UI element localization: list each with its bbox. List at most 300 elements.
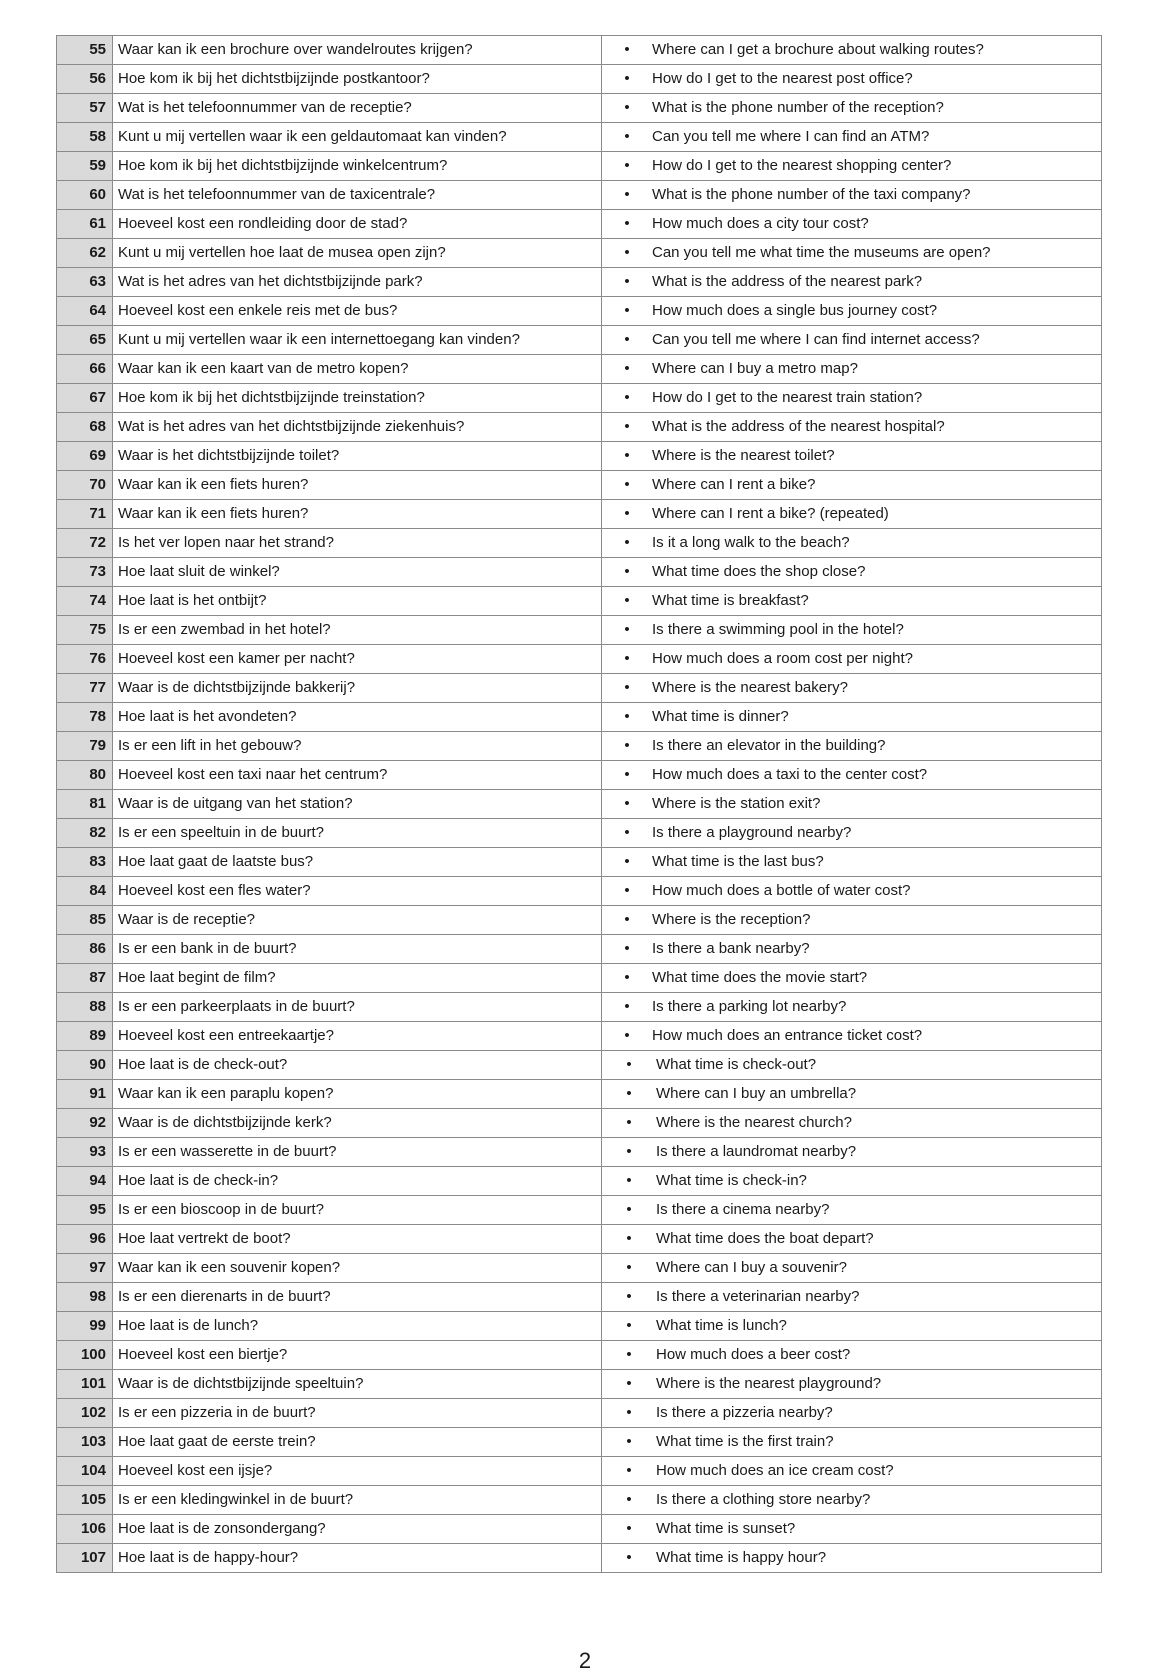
english-translation-cell: [602, 1080, 1102, 1109]
english-translation-cell: [602, 819, 1102, 848]
english-translation-cell: [602, 413, 1102, 442]
table-row: [57, 94, 1102, 123]
row-number: 87: [57, 964, 113, 993]
table-row: [57, 442, 1102, 471]
dutch-phrase: Is er een parkeerplaats in de buurt?: [113, 993, 602, 1022]
english-phrase: Is there a veterinarian nearby?: [656, 1288, 860, 1305]
bullet-icon: •: [624, 418, 630, 435]
english-translation-cell: [602, 1399, 1102, 1428]
table-row: [57, 413, 1102, 442]
dutch-phrase: Hoe laat begint de film?: [113, 964, 602, 993]
bullet-icon: •: [624, 911, 630, 928]
row-number: 96: [57, 1225, 113, 1254]
english-phrase: Is it a long walk to the beach?: [652, 534, 850, 551]
table-row: [57, 326, 1102, 355]
bullet-icon: •: [624, 998, 630, 1015]
row-number: 74: [57, 587, 113, 616]
english-phrase: What is the address of the nearest hospital?: [652, 418, 945, 435]
bullet-icon: •: [626, 1404, 632, 1421]
english-phrase: What time is the first train?: [656, 1433, 834, 1450]
english-phrase: Is there a swimming pool in the hotel?: [652, 621, 904, 638]
dutch-phrase: Is er een wasserette in de buurt?: [113, 1138, 602, 1167]
dutch-phrase: Waar is de uitgang van het station?: [113, 790, 602, 819]
english-translation-cell: [602, 1428, 1102, 1457]
dutch-phrase: Hoeveel kost een ijsje?: [113, 1457, 602, 1486]
english-translation-cell: [602, 1544, 1102, 1573]
english-phrase: Where is the nearest church?: [656, 1114, 852, 1131]
row-number: 95: [57, 1196, 113, 1225]
bullet-icon: •: [626, 1491, 632, 1508]
english-phrase: Where can I rent a bike? (repeated): [652, 505, 889, 522]
english-translation-cell: [602, 36, 1102, 65]
english-translation-cell: [602, 993, 1102, 1022]
english-phrase: What time is the last bus?: [652, 853, 824, 870]
row-number: 82: [57, 819, 113, 848]
english-translation-cell: [602, 674, 1102, 703]
english-translation-cell: [602, 935, 1102, 964]
row-number: 103: [57, 1428, 113, 1457]
bullet-icon: •: [624, 882, 630, 899]
dutch-phrase: Is er een pizzeria in de buurt?: [113, 1399, 602, 1428]
bullet-icon: •: [624, 99, 630, 116]
bullet-icon: •: [626, 1172, 632, 1189]
bullet-icon: •: [624, 650, 630, 667]
row-number: 77: [57, 674, 113, 703]
english-translation-cell: [602, 558, 1102, 587]
english-translation-cell: [602, 703, 1102, 732]
dutch-phrase: Is er een bank in de buurt?: [113, 935, 602, 964]
english-translation-cell: [602, 500, 1102, 529]
bullet-icon: •: [624, 824, 630, 841]
row-number: 66: [57, 355, 113, 384]
dutch-phrase: Hoeveel kost een kamer per nacht?: [113, 645, 602, 674]
bullet-icon: •: [626, 1549, 632, 1566]
row-number: 55: [57, 36, 113, 65]
table-row: [57, 1225, 1102, 1254]
row-number: 104: [57, 1457, 113, 1486]
table-row: [57, 1167, 1102, 1196]
dutch-phrase: Is het ver lopen naar het strand?: [113, 529, 602, 558]
bullet-icon: •: [624, 737, 630, 754]
english-phrase: Is there a parking lot nearby?: [652, 998, 847, 1015]
bullet-icon: •: [624, 157, 630, 174]
table-row: [57, 964, 1102, 993]
bullet-icon: •: [624, 679, 630, 696]
table-row: [57, 123, 1102, 152]
english-translation-cell: [602, 355, 1102, 384]
bullet-icon: •: [626, 1346, 632, 1363]
english-phrase: Can you tell me what time the museums are open?: [652, 244, 991, 261]
bullet-icon: •: [624, 447, 630, 464]
row-number: 78: [57, 703, 113, 732]
row-number: 57: [57, 94, 113, 123]
bullet-icon: •: [624, 1027, 630, 1044]
row-number: 63: [57, 268, 113, 297]
english-translation-cell: [602, 848, 1102, 877]
dutch-phrase: Waar kan ik een souvenir kopen?: [113, 1254, 602, 1283]
bullet-icon: •: [624, 360, 630, 377]
table-row: [57, 1515, 1102, 1544]
row-number: 72: [57, 529, 113, 558]
dutch-phrase: Hoe kom ik bij het dichtstbijzijnde winkelcentrum?: [113, 152, 602, 181]
english-translation-cell: [602, 1138, 1102, 1167]
dutch-phrase: Is er een speeltuin in de buurt?: [113, 819, 602, 848]
dutch-phrase: Is er een kledingwinkel in de buurt?: [113, 1486, 602, 1515]
english-translation-cell: [602, 297, 1102, 326]
bullet-icon: •: [624, 273, 630, 290]
english-phrase: What is the phone number of the reception?: [652, 99, 944, 116]
row-number: 99: [57, 1312, 113, 1341]
row-number: 85: [57, 906, 113, 935]
dutch-phrase: Hoe laat gaat de eerste trein?: [113, 1428, 602, 1457]
row-number: 58: [57, 123, 113, 152]
english-translation-cell: [602, 616, 1102, 645]
dutch-phrase: Is er een dierenarts in de buurt?: [113, 1283, 602, 1312]
table-row: [57, 1283, 1102, 1312]
bullet-icon: •: [624, 302, 630, 319]
english-phrase: Can you tell me where I can find an ATM?: [652, 128, 930, 145]
english-translation-cell: [602, 529, 1102, 558]
row-number: 93: [57, 1138, 113, 1167]
table-row: [57, 355, 1102, 384]
english-translation-cell: [602, 1312, 1102, 1341]
dutch-phrase: Waar is de receptie?: [113, 906, 602, 935]
table-row: [57, 993, 1102, 1022]
row-number: 98: [57, 1283, 113, 1312]
bullet-icon: •: [624, 563, 630, 580]
bullet-icon: •: [624, 331, 630, 348]
bullet-icon: •: [626, 1230, 632, 1247]
row-number: 69: [57, 442, 113, 471]
bullet-icon: •: [624, 215, 630, 232]
english-translation-cell: [602, 1022, 1102, 1051]
table-row: [57, 761, 1102, 790]
dutch-phrase: Hoe laat vertrekt de boot?: [113, 1225, 602, 1254]
bullet-icon: •: [624, 853, 630, 870]
english-translation-cell: [602, 761, 1102, 790]
table-row: [57, 210, 1102, 239]
english-phrase: Is there an elevator in the building?: [652, 737, 886, 754]
row-number: 105: [57, 1486, 113, 1515]
table-row: [57, 674, 1102, 703]
english-translation-cell: [602, 210, 1102, 239]
english-translation-cell: [602, 326, 1102, 355]
english-phrase: What time is check-in?: [656, 1172, 807, 1189]
row-number: 89: [57, 1022, 113, 1051]
table-row: [57, 877, 1102, 906]
english-translation-cell: [602, 732, 1102, 761]
row-number: 106: [57, 1515, 113, 1544]
table-row: [57, 1544, 1102, 1573]
bullet-icon: •: [624, 505, 630, 522]
phrase-rows: [57, 36, 1102, 1573]
english-phrase: How much does a city tour cost?: [652, 215, 869, 232]
english-phrase: What is the phone number of the taxi company?: [652, 186, 971, 203]
row-number: 76: [57, 645, 113, 674]
row-number: 60: [57, 181, 113, 210]
dutch-phrase: Waar is de dichtstbijzijnde kerk?: [113, 1109, 602, 1138]
english-phrase: Where can I buy a souvenir?: [656, 1259, 847, 1276]
bullet-icon: •: [624, 621, 630, 638]
english-phrase: Where is the reception?: [652, 911, 811, 928]
english-phrase: What time does the boat depart?: [656, 1230, 874, 1247]
row-number: 92: [57, 1109, 113, 1138]
dutch-phrase: Hoeveel kost een biertje?: [113, 1341, 602, 1370]
dutch-phrase: Waar kan ik een kaart van de metro kopen?: [113, 355, 602, 384]
english-phrase: How much does a bottle of water cost?: [652, 882, 911, 899]
row-number: 107: [57, 1544, 113, 1573]
table-row: [57, 36, 1102, 65]
table-row: [57, 239, 1102, 268]
table-row: [57, 790, 1102, 819]
english-translation-cell: [602, 1515, 1102, 1544]
dutch-phrase: Hoe laat is de lunch?: [113, 1312, 602, 1341]
bullet-icon: •: [624, 795, 630, 812]
table-row: [57, 297, 1102, 326]
dutch-phrase: Waar is de dichtstbijzijnde speeltuin?: [113, 1370, 602, 1399]
english-translation-cell: [602, 645, 1102, 674]
row-number: 88: [57, 993, 113, 1022]
bullet-icon: •: [626, 1114, 632, 1131]
row-number: 100: [57, 1341, 113, 1370]
english-translation-cell: [602, 1196, 1102, 1225]
table-row: [57, 587, 1102, 616]
row-number: 102: [57, 1399, 113, 1428]
table-row: [57, 1370, 1102, 1399]
english-phrase: Where is the nearest playground?: [656, 1375, 882, 1392]
bullet-icon: •: [626, 1085, 632, 1102]
english-phrase: Can you tell me where I can find internet access?: [652, 331, 980, 348]
bullet-icon: •: [626, 1462, 632, 1479]
dutch-phrase: Is er een zwembad in het hotel?: [113, 616, 602, 645]
bullet-icon: •: [624, 708, 630, 725]
row-number: 67: [57, 384, 113, 413]
table-row: [57, 1051, 1102, 1080]
english-translation-cell: [602, 384, 1102, 413]
english-phrase: How do I get to the nearest shopping center?: [652, 157, 952, 174]
row-number: 97: [57, 1254, 113, 1283]
row-number: 61: [57, 210, 113, 239]
table-row: [57, 268, 1102, 297]
row-number: 56: [57, 65, 113, 94]
bullet-icon: •: [624, 186, 630, 203]
phrase-table: [56, 35, 1102, 1573]
row-number: 65: [57, 326, 113, 355]
english-phrase: Where can I buy an umbrella?: [656, 1085, 857, 1102]
table-row: [57, 529, 1102, 558]
english-translation-cell: [602, 65, 1102, 94]
english-phrase: How much does an entrance ticket cost?: [652, 1027, 923, 1044]
english-translation-cell: [602, 1486, 1102, 1515]
bullet-icon: •: [626, 1259, 632, 1276]
english-translation-cell: [602, 1341, 1102, 1370]
bullet-icon: •: [626, 1288, 632, 1305]
dutch-phrase: Wat is het telefoonnummer van de taxicentrale?: [113, 181, 602, 210]
english-phrase: Where can I rent a bike?: [652, 476, 816, 493]
table-row: [57, 935, 1102, 964]
dutch-phrase: Waar kan ik een fiets huren?: [113, 500, 602, 529]
bullet-icon: •: [624, 128, 630, 145]
english-phrase: Is there a laundromat nearby?: [656, 1143, 857, 1160]
bullet-icon: •: [626, 1375, 632, 1392]
english-phrase: Is there a pizzeria nearby?: [656, 1404, 833, 1421]
english-translation-cell: [602, 1254, 1102, 1283]
english-phrase: What time is sunset?: [656, 1520, 796, 1537]
bullet-icon: •: [624, 766, 630, 783]
dutch-phrase: Waar is de dichtstbijzijnde bakkerij?: [113, 674, 602, 703]
dutch-phrase: Kunt u mij vertellen hoe laat de musea open zijn?: [113, 239, 602, 268]
dutch-phrase: Hoe laat sluit de winkel?: [113, 558, 602, 587]
english-translation-cell: [602, 471, 1102, 500]
english-phrase: How do I get to the nearest train station?: [652, 389, 923, 406]
row-number: 101: [57, 1370, 113, 1399]
row-number: 68: [57, 413, 113, 442]
dutch-phrase: Waar is het dichtstbijzijnde toilet?: [113, 442, 602, 471]
table-row: [57, 1399, 1102, 1428]
english-translation-cell: [602, 587, 1102, 616]
bullet-icon: •: [624, 969, 630, 986]
english-phrase: What time does the movie start?: [652, 969, 868, 986]
dutch-phrase: Hoe laat is het ontbijt?: [113, 587, 602, 616]
dutch-phrase: Hoe kom ik bij het dichtstbijzijnde postkantoor?: [113, 65, 602, 94]
dutch-phrase: Hoeveel kost een fles water?: [113, 877, 602, 906]
table-row: [57, 1428, 1102, 1457]
english-phrase: What time is check-out?: [656, 1056, 817, 1073]
dutch-phrase: Kunt u mij vertellen waar ik een internettoegang kan vinden?: [113, 326, 602, 355]
english-phrase: Where is the nearest bakery?: [652, 679, 848, 696]
table-row: [57, 819, 1102, 848]
table-row: [57, 181, 1102, 210]
english-translation-cell: [602, 181, 1102, 210]
table-row: [57, 1457, 1102, 1486]
english-translation-cell: [602, 1370, 1102, 1399]
dutch-phrase: Hoe kom ik bij het dichtstbijzijnde treinstation?: [113, 384, 602, 413]
dutch-phrase: Waar kan ik een paraplu kopen?: [113, 1080, 602, 1109]
row-number: 86: [57, 935, 113, 964]
table-row: [57, 906, 1102, 935]
english-phrase: Where can I get a brochure about walking routes?: [652, 41, 984, 58]
dutch-phrase: Wat is het adres van het dichtstbijzijnde park?: [113, 268, 602, 297]
english-translation-cell: [602, 964, 1102, 993]
table-row: [57, 703, 1102, 732]
english-phrase: What time is happy hour?: [656, 1549, 827, 1566]
english-phrase: Where can I buy a metro map?: [652, 360, 858, 377]
bullet-icon: •: [626, 1056, 632, 1073]
table-row: [57, 1486, 1102, 1515]
dutch-phrase: Hoeveel kost een enkele reis met de bus?: [113, 297, 602, 326]
english-translation-cell: [602, 877, 1102, 906]
row-number: 73: [57, 558, 113, 587]
english-phrase: How much does a single bus journey cost?: [652, 302, 938, 319]
row-number: 71: [57, 500, 113, 529]
english-phrase: How much does an ice cream cost?: [656, 1462, 894, 1479]
dutch-phrase: Waar kan ik een fiets huren?: [113, 471, 602, 500]
dutch-phrase: Kunt u mij vertellen waar ik een geldautomaat kan vinden?: [113, 123, 602, 152]
english-translation-cell: [602, 1109, 1102, 1138]
bullet-icon: •: [624, 389, 630, 406]
english-translation-cell: [602, 123, 1102, 152]
english-translation-cell: [602, 239, 1102, 268]
row-number: 90: [57, 1051, 113, 1080]
dutch-phrase: Hoeveel kost een taxi naar het centrum?: [113, 761, 602, 790]
english-phrase: What time is lunch?: [656, 1317, 787, 1334]
table-row: [57, 152, 1102, 181]
table-row: [57, 645, 1102, 674]
english-phrase: What time does the shop close?: [652, 563, 866, 580]
table-row: [57, 1109, 1102, 1138]
row-number: 84: [57, 877, 113, 906]
english-translation-cell: [602, 790, 1102, 819]
english-phrase: What time is breakfast?: [652, 592, 809, 609]
bullet-icon: •: [624, 476, 630, 493]
row-number: 64: [57, 297, 113, 326]
table-row: [57, 65, 1102, 94]
row-number: 80: [57, 761, 113, 790]
bullet-icon: •: [624, 534, 630, 551]
row-number: 75: [57, 616, 113, 645]
table-row: [57, 558, 1102, 587]
dutch-phrase: Wat is het telefoonnummer van de receptie?: [113, 94, 602, 123]
bullet-icon: •: [626, 1520, 632, 1537]
english-translation-cell: [602, 1167, 1102, 1196]
english-phrase: Is there a bank nearby?: [652, 940, 810, 957]
dutch-phrase: Hoe laat is de check-out?: [113, 1051, 602, 1080]
table-row: [57, 1022, 1102, 1051]
row-number: 91: [57, 1080, 113, 1109]
english-phrase: What time is dinner?: [652, 708, 789, 725]
english-phrase: How do I get to the nearest post office?: [652, 70, 913, 87]
english-translation-cell: [602, 268, 1102, 297]
english-translation-cell: [602, 1457, 1102, 1486]
table-row: [57, 500, 1102, 529]
dutch-phrase: Hoe laat is de check-in?: [113, 1167, 602, 1196]
dutch-phrase: Is er een bioscoop in de buurt?: [113, 1196, 602, 1225]
english-phrase: What is the address of the nearest park?: [652, 273, 923, 290]
table-row: [57, 1312, 1102, 1341]
table-row: [57, 471, 1102, 500]
bullet-icon: •: [626, 1143, 632, 1160]
dutch-phrase: Hoe laat is de zonsondergang?: [113, 1515, 602, 1544]
table-row: [57, 384, 1102, 413]
english-phrase: Where is the station exit?: [652, 795, 821, 812]
table-row: [57, 1080, 1102, 1109]
english-translation-cell: [602, 1051, 1102, 1080]
dutch-phrase: Hoe laat is het avondeten?: [113, 703, 602, 732]
bullet-icon: •: [624, 592, 630, 609]
row-number: 70: [57, 471, 113, 500]
row-number: 79: [57, 732, 113, 761]
english-phrase: How much does a taxi to the center cost?: [652, 766, 928, 783]
english-translation-cell: [602, 1283, 1102, 1312]
english-phrase: Where is the nearest toilet?: [652, 447, 835, 464]
table-row: [57, 732, 1102, 761]
english-translation-cell: [602, 152, 1102, 181]
table-row: [57, 616, 1102, 645]
english-phrase: Is there a playground nearby?: [652, 824, 852, 841]
dutch-phrase: Hoeveel kost een entreekaartje?: [113, 1022, 602, 1051]
bullet-icon: •: [624, 41, 630, 58]
table-row: [57, 1254, 1102, 1283]
table-row: [57, 1341, 1102, 1370]
english-translation-cell: [602, 94, 1102, 123]
row-number: 81: [57, 790, 113, 819]
english-phrase: How much does a room cost per night?: [652, 650, 913, 667]
row-number: 94: [57, 1167, 113, 1196]
bullet-icon: •: [626, 1433, 632, 1450]
row-number: 62: [57, 239, 113, 268]
dutch-phrase: Wat is het adres van het dichtstbijzijnde ziekenhuis?: [113, 413, 602, 442]
english-translation-cell: [602, 442, 1102, 471]
